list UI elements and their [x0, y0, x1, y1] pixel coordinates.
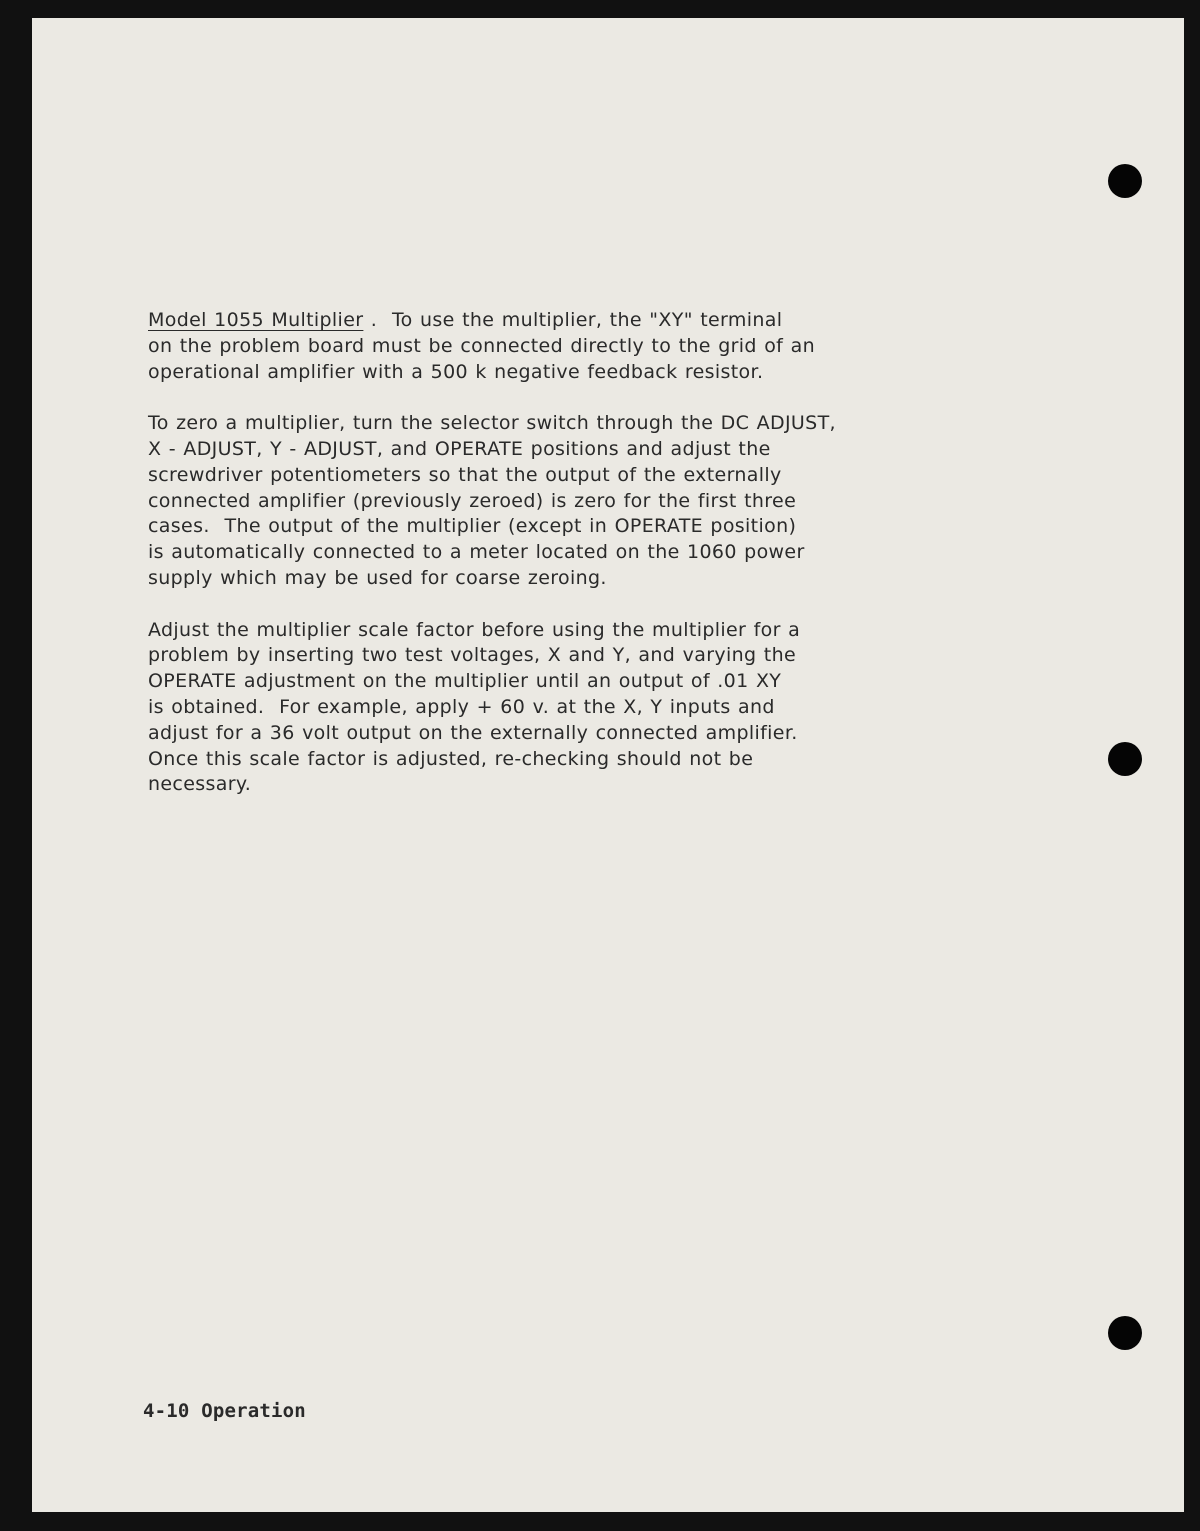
paragraph-line: Adjust the multiplier scale factor before using the multiplier for a [148, 618, 801, 641]
punch-hole-middle [1108, 742, 1142, 776]
section-heading: Model 1055 Multiplier [148, 309, 364, 331]
paragraph-line: To zero a multiplier, turn the selector switch through the DC ADJUST, [148, 412, 836, 435]
paragraph-line: is automatically connected to a meter located on the 1060 power [148, 541, 805, 564]
paragraph-line: operational amplifier with a 500 k negative feedback resistor. [148, 360, 764, 383]
paragraph-line: OPERATE adjustment on the multiplier until an output of .01 XY [148, 670, 782, 693]
paragraph-line: necessary. [148, 773, 252, 796]
paragraph-line: cases. The output of the multiplier (except in OPERATE position) [148, 515, 797, 538]
paragraph-line: problem by inserting two test voltages, X and Y, and varying the [148, 644, 796, 667]
paragraph-line: is obtained. For example, apply + 60 v. at the X, Y inputs and [148, 695, 775, 718]
paragraph-line: connected amplifier (previously zeroed) is zero for the first three [148, 489, 797, 512]
paragraph-zeroing [148, 411, 988, 592]
paragraph-line: screwdriver potentiometers so that the output of the externally [148, 463, 782, 486]
document-page [32, 18, 1184, 1512]
page-footer: 4-10 Operation [143, 1400, 306, 1422]
paragraph-line: supply which may be used for coarse zeroing. [148, 566, 607, 589]
punch-hole-bottom [1108, 1316, 1142, 1350]
body-text [148, 308, 988, 798]
paragraph-line: adjust for a 36 volt output on the externally connected amplifier. [148, 721, 798, 744]
paragraph-line: Once this scale factor is adjusted, re-checking should not be [148, 747, 754, 770]
paragraph-line: on the problem board must be connected directly to the grid of an [148, 334, 816, 357]
paragraph-line: . To use the multiplier, the "XY" terminal [363, 309, 783, 331]
paragraph-scale-factor [148, 618, 988, 799]
punch-hole-top [1108, 164, 1142, 198]
paragraph-multiplier-intro [148, 308, 988, 385]
paragraph-gap [148, 592, 988, 618]
paragraph-gap [148, 385, 988, 411]
paragraph-line: X - ADJUST, Y - ADJUST, and OPERATE positions and adjust the [148, 437, 771, 460]
